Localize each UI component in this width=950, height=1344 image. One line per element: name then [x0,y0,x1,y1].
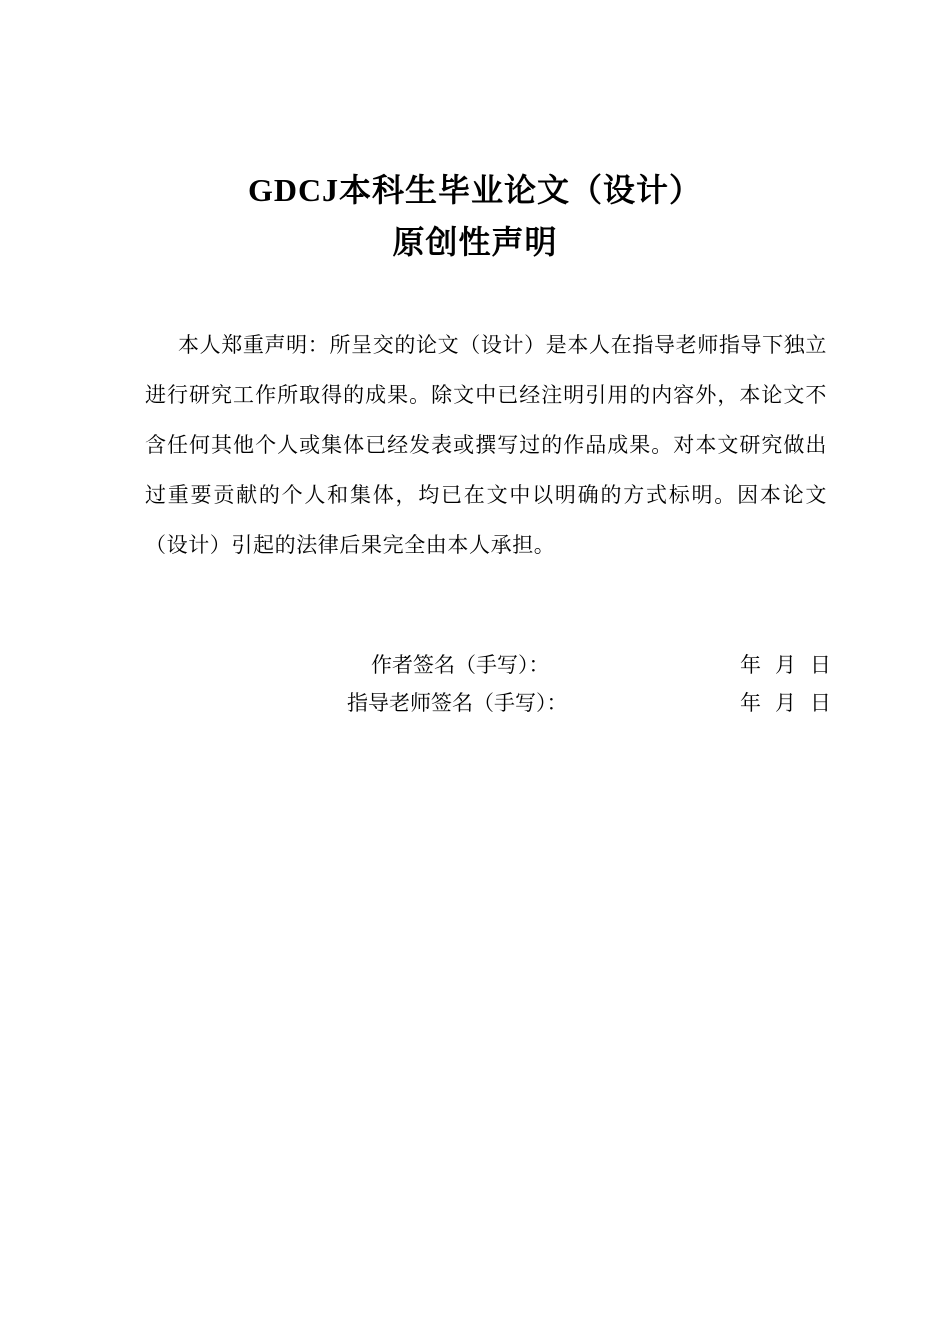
date-day-label: 日 [810,691,831,715]
author-signature-date [740,650,831,680]
date-month-label: 月 [775,691,796,715]
document-title: GDCJ本科生毕业论文（设计） [247,172,703,208]
advisor-signature-label: 指导老师签名（手写）： [347,691,568,715]
date-month-label: 月 [775,653,796,677]
date-year-label: 年 [740,691,761,715]
date-year-label: 年 [740,653,761,677]
document-subtitle: 原创性声明 [392,223,558,261]
advisor-signature-date [740,688,831,718]
date-day-label: 日 [810,653,831,677]
author-signature-label: 作者签名（手写）： [371,653,550,677]
declaration-paragraph: 本人郑重声明：所呈交的论文（设计）是本人在指导老师指导下独立进行研究工作所取得的成果。除文中已经注明引用的内容外，本论文不含任何其他个人或集体已经发表或撰写过的作品成果。对本文研究做出过重要贡献的个人和集体，均已在文中以明确的方式标明。因本论文（设计）引起的法律后果完全由本人承担。 [145,333,827,557]
